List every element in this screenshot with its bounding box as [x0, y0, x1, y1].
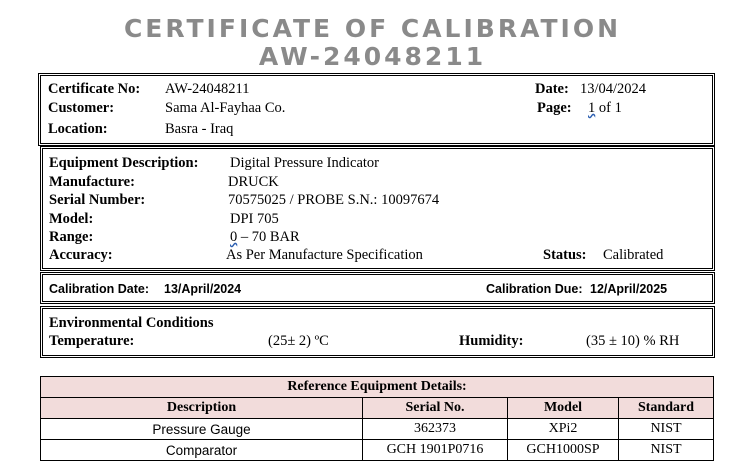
certificate-title: CERTIFICATE OF CALIBRATION — [123, 14, 622, 43]
cell-serial: GCH 1901P0716 — [363, 440, 508, 461]
calibration-due-value: 12/April/2025 — [590, 282, 668, 296]
customer-label: Customer: — [48, 100, 115, 116]
equipment-description-value: Digital Pressure Indicator — [230, 155, 379, 171]
humidity-label: Humidity: — [459, 333, 524, 349]
cell-description: Pressure Gauge — [41, 419, 363, 440]
reference-heading: Reference Equipment Details: — [41, 377, 714, 398]
model-label: Model: — [49, 211, 94, 227]
cell-standard: NIST — [619, 440, 714, 461]
calibration-due-label: Calibration Due: — [486, 282, 583, 296]
manufacture-value: DRUCK — [228, 174, 279, 190]
cell-model: XPi2 — [508, 419, 619, 440]
table-row — [41, 419, 714, 440]
column-header-model: Model — [508, 398, 619, 419]
manufacture-label: Manufacture: — [49, 174, 135, 190]
serial-number-label: Serial Number: — [49, 192, 146, 208]
status-label: Status: — [543, 247, 587, 263]
status-value: Calibrated — [603, 247, 664, 263]
cert-no-value: AW-24048211 — [165, 81, 250, 97]
location-label: Location: — [48, 121, 108, 137]
column-header-standard: Standard — [619, 398, 714, 419]
cert-no-label: Certificate No: — [48, 81, 141, 97]
page-total: of 1 — [595, 100, 622, 116]
column-header-serial: Serial No. — [363, 398, 508, 419]
table-header-row — [41, 398, 714, 419]
certificate-number-title: AW-24048211 — [258, 42, 487, 71]
accuracy-value: As Per Manufacture Specification — [226, 247, 423, 263]
temperature-label: Temperature: — [49, 333, 135, 349]
reference-equipment-table — [40, 376, 714, 461]
cell-model: GCH1000SP — [508, 440, 619, 461]
environment-heading: Environmental Conditions — [49, 315, 214, 331]
date-value: 13/04/2024 — [580, 81, 647, 97]
location-value: Basra - Iraq — [165, 121, 234, 137]
range-label: Range: — [49, 229, 94, 245]
table-title-row — [41, 377, 714, 398]
range-value — [230, 229, 300, 246]
page-number: 1 — [588, 100, 596, 116]
cell-standard: NIST — [619, 419, 714, 440]
equipment-description-label: Equipment Description: — [49, 155, 199, 171]
range-rest: – 70 BAR — [237, 229, 300, 245]
temperature-value: (25± 2) ºC — [268, 333, 329, 349]
humidity-value: (35 ± 10) % RH — [586, 333, 680, 349]
column-header-description: Description — [41, 398, 363, 419]
cell-serial: 362373 — [363, 419, 508, 440]
cell-description: Comparator — [41, 440, 363, 461]
page-label: Page: — [537, 100, 572, 116]
serial-number-value: 70575025 / PROBE S.N.: 10097674 — [228, 192, 440, 208]
table-row — [41, 440, 714, 461]
customer-value: Sama Al-Fayhaa Co. — [165, 100, 286, 116]
model-value: DPI 705 — [230, 211, 279, 227]
calibration-date-label: Calibration Date: — [49, 282, 150, 296]
page-value — [588, 100, 622, 117]
calibration-date-value: 13/April/2024 — [164, 282, 242, 296]
range-min: 0 — [230, 229, 238, 245]
accuracy-label: Accuracy: — [49, 247, 113, 263]
date-label: Date: — [535, 81, 569, 97]
